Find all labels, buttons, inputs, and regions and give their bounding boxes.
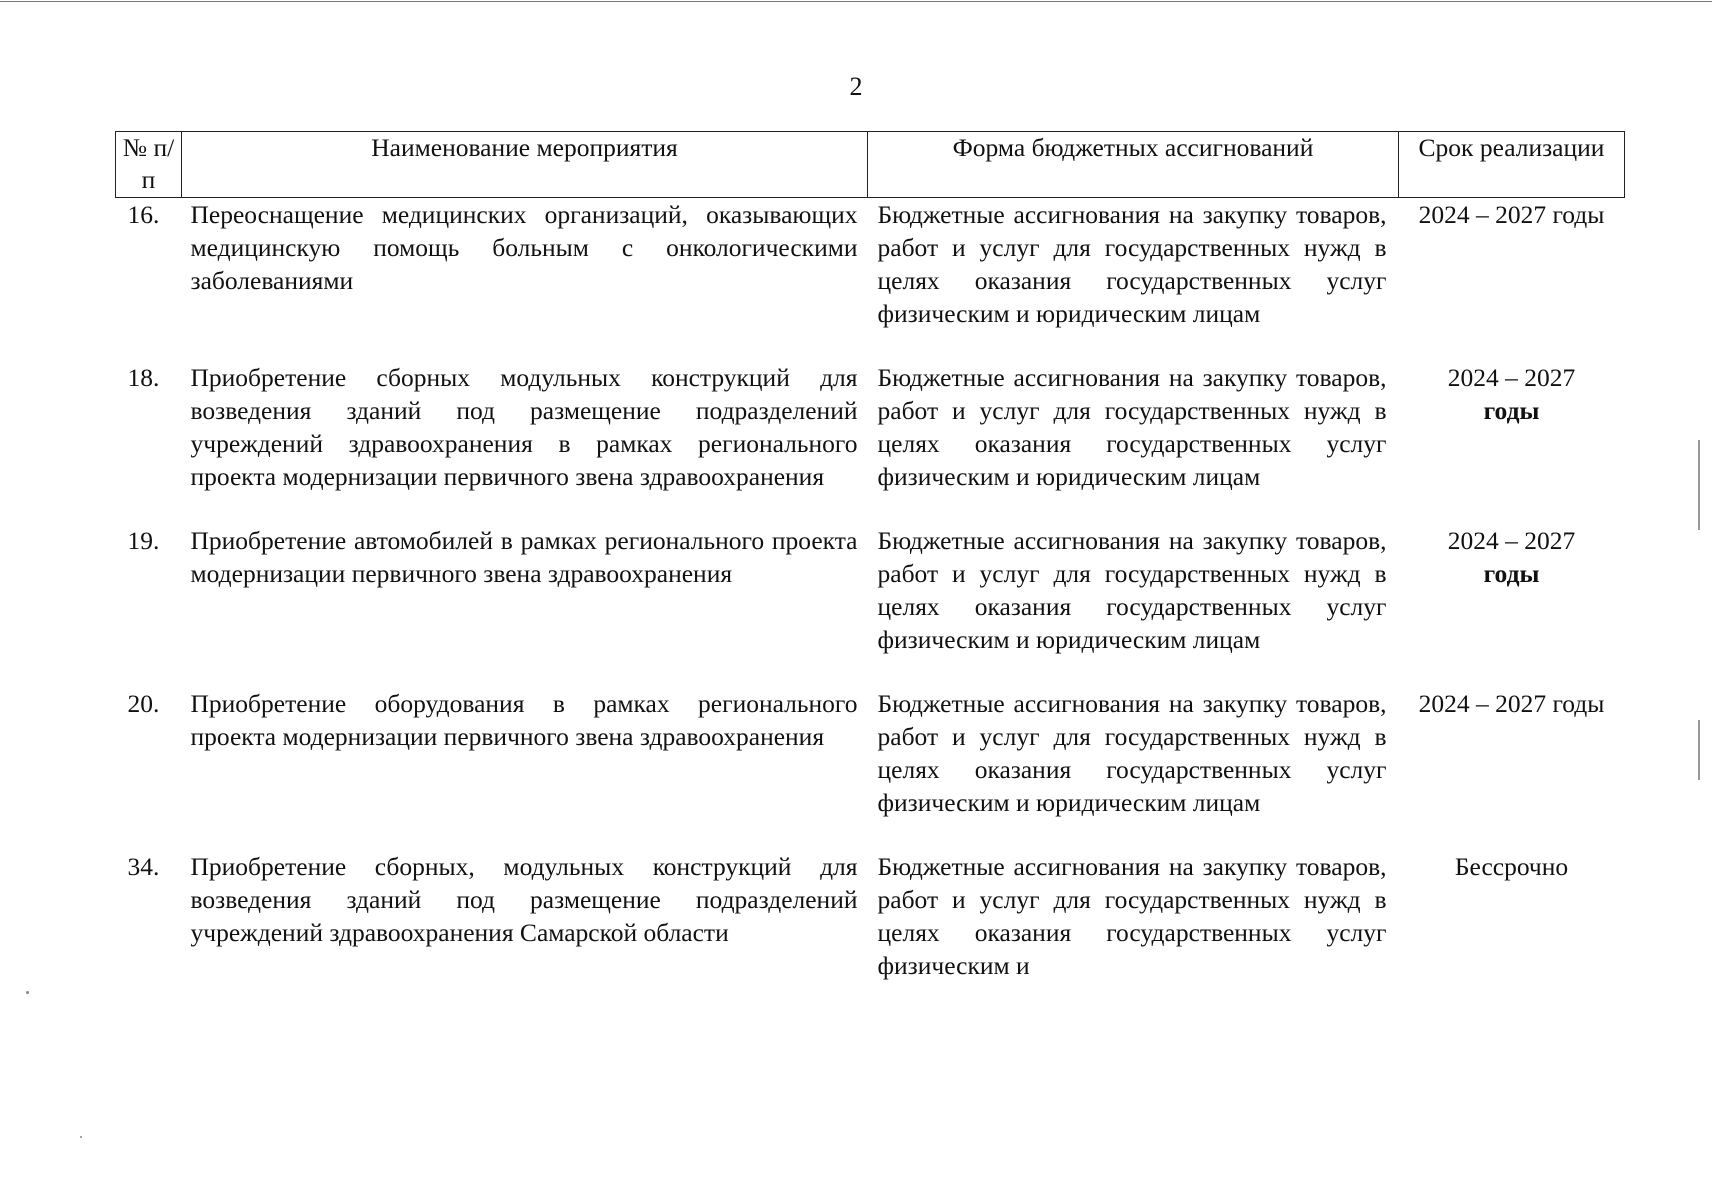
scan-speck — [26, 991, 29, 994]
page-number: 2 — [849, 72, 863, 101]
implementation-term: 2024 – 2027 годы — [1418, 689, 1605, 718]
row-number: 20. — [127, 689, 160, 718]
header-name: Наименование мероприятия — [182, 132, 868, 198]
header-form: Форма бюджетных ассигнований — [868, 132, 1399, 198]
allocation-form: Бюджетные ассигнования на закупку товаров, работ и услуг для государственных нужд в целях оказания государственных услуг физическим и юридическим лицам — [877, 526, 1387, 654]
table-row — [116, 524, 1625, 687]
measures-table — [115, 131, 1625, 1013]
implementation-term: 2024 – 2027 годы — [1418, 200, 1605, 229]
allocation-form: Бюджетные ассигнования на закупку товаров, работ и услуг для государственных нужд в целях оказания государственных услуг физическим и юридическим лицам — [877, 689, 1387, 817]
row-number: 19. — [127, 526, 160, 555]
scan-edge-mark — [1698, 720, 1700, 780]
allocation-form: Бюджетные ассигнования на закупку товаров, работ и услуг для государственных нужд в целях оказания государственных услуг физическим и — [877, 852, 1387, 980]
header-term: Срок реализации — [1399, 132, 1625, 198]
measure-name: Приобретение автомобилей в рамках регионального проекта модернизации первичного звена здравоохранения — [190, 526, 858, 588]
measure-name: Переоснащение медицинских организаций, оказывающих медицинскую помощь больным с онкологическими заболеваниями — [190, 200, 858, 295]
row-number: 34. — [127, 852, 160, 881]
scan-speck — [80, 1136, 82, 1138]
implementation-term — [1399, 361, 1625, 524]
table-header-row — [116, 132, 1625, 198]
term-unit: годы — [1483, 396, 1540, 425]
allocation-form: Бюджетные ассигнования на закупку товаров, работ и услуг для государственных нужд в целях оказания государственных услуг физическим и юридическим лицам — [877, 200, 1387, 328]
table-row — [116, 687, 1625, 850]
implementation-term — [1399, 524, 1625, 687]
row-number: 16. — [127, 200, 160, 229]
measure-name: Приобретение оборудования в рамках регионального проекта модернизации первичного звена здравоохранения — [190, 689, 858, 751]
allocation-form: Бюджетные ассигнования на закупку товаров, работ и услуг для государственных нужд в целях оказания государственных услуг физическим и юридическим лицам — [877, 363, 1387, 491]
table-row — [116, 198, 1625, 362]
measure-name: Приобретение сборных, модульных конструкций для возведения зданий под размещение подразделений учреждений здравоохранения Самарской области — [190, 852, 858, 947]
table-row — [116, 850, 1625, 1013]
row-number: 18. — [127, 363, 160, 392]
term-years: 2024 – 2027 — [1447, 526, 1576, 555]
table-row — [116, 361, 1625, 524]
header-num: № п/п — [116, 132, 182, 198]
scan-top-rule — [0, 1, 1712, 2]
term-years: 2024 – 2027 — [1447, 363, 1576, 392]
implementation-term: Бессрочно — [1454, 852, 1569, 881]
scan-edge-mark — [1698, 440, 1700, 530]
measure-name: Приобретение сборных модульных конструкций для возведения зданий под размещение подразделений учреждений здравоохранения в рамках регионального проекта модернизации первичного звена здравоохранения — [190, 363, 858, 491]
term-unit: годы — [1483, 559, 1540, 588]
